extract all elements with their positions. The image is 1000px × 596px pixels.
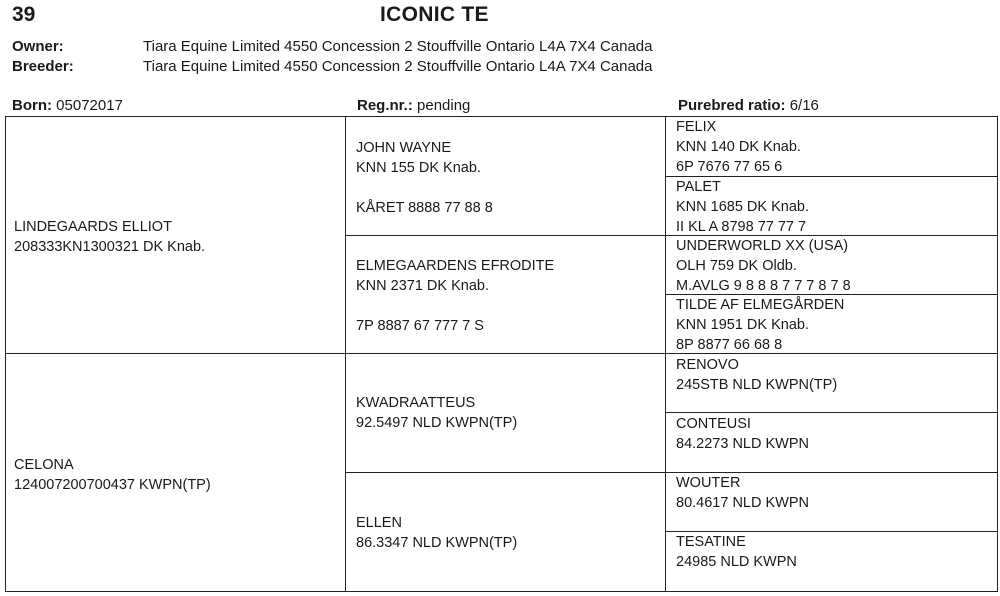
dss-name: RENOVO: [676, 357, 739, 373]
dam-dam-reg: 86.3347 NLD KWPN(TP): [356, 535, 518, 551]
dam-dam-name: ELLEN: [356, 515, 402, 531]
grid-line: [6, 353, 997, 354]
regnr-label: Reg.nr.:: [357, 97, 413, 114]
grid-line: [345, 117, 346, 591]
sdd-cell: [676, 295, 844, 355]
ddd-name: TESATINE: [676, 534, 746, 550]
sire-sire-name: JOHN WAYNE: [356, 140, 452, 156]
sire-reg: 208333KN1300321 DK Knab.: [14, 239, 206, 255]
sire-dam-extra: 7P 8887 67 777 7 S: [356, 318, 484, 334]
dss-reg: 245STB NLD KWPN(TP): [676, 377, 838, 393]
catalog-number: 39: [12, 3, 36, 26]
sds-extra: M.AVLG 9 8 8 8 7 7 7 8 7 8: [676, 278, 851, 294]
grid-line: [345, 235, 997, 236]
regnr-field: [357, 97, 470, 114]
sss-cell: [676, 117, 801, 177]
sire-sire-cell: [356, 138, 493, 218]
dss-cell: [676, 355, 837, 395]
sss-name: FELIX: [676, 119, 717, 135]
born-value: 05072017: [56, 97, 123, 114]
grid-line: [665, 117, 666, 591]
sire-dam-reg: KNN 2371 DK Knab.: [356, 278, 489, 294]
dsd-name: CONTEUSI: [676, 416, 751, 432]
sdd-reg: KNN 1951 DK Knab.: [676, 317, 809, 333]
grid-line: [665, 412, 997, 413]
ssd-reg: KNN 1685 DK Knab.: [676, 199, 809, 215]
dam-sire-name: KWADRAATTEUS: [356, 395, 476, 411]
breeder-label: Breeder:: [12, 58, 74, 75]
dam-name: CELONA: [14, 457, 74, 473]
purebred-label: Purebred ratio:: [678, 97, 786, 114]
regnr-value: pending: [417, 97, 471, 114]
born-label: Born:: [12, 97, 52, 114]
horse-name: ICONIC TE: [380, 3, 489, 26]
dsd-reg: 84.2273 NLD KWPN: [676, 436, 809, 452]
dam-sire-reg: 92.5497 NLD KWPN(TP): [356, 415, 518, 431]
pedigree-table: [5, 116, 998, 592]
sss-extra: 6P 7676 77 65 6: [676, 159, 783, 175]
ddd-cell: [676, 532, 797, 572]
sire-dam-cell: [356, 256, 554, 336]
dam-reg: 124007200700437 KWPN(TP): [14, 477, 211, 493]
purebred-field: [678, 97, 819, 114]
purebred-value: 6/16: [789, 97, 819, 114]
dsd-cell: [676, 414, 809, 454]
sdd-extra: 8P 8877 66 68 8: [676, 337, 783, 353]
sss-reg: KNN 140 DK Knab.: [676, 139, 801, 155]
ssd-extra: II KL A 8798 77 77 7: [676, 219, 807, 235]
sds-reg: OLH 759 DK Oldb.: [676, 258, 797, 274]
dds-cell: [676, 473, 809, 513]
sds-cell: [676, 236, 851, 296]
owner-label: Owner:: [12, 38, 64, 55]
dam-cell: [14, 455, 211, 495]
sdd-name: TILDE AF ELMEGÅRDEN: [676, 297, 845, 313]
ssd-cell: [676, 177, 809, 237]
sire-cell: [14, 217, 205, 257]
born-field: [12, 97, 123, 114]
breeder-value: Tiara Equine Limited 4550 Concession 2 Stouffville Ontario L4A 7X4 Canada: [143, 58, 653, 75]
dds-reg: 80.4617 NLD KWPN: [676, 495, 809, 511]
grid-line: [345, 472, 997, 473]
sire-sire-extra: KÅRET 8888 77 88 8: [356, 200, 493, 216]
sire-sire-reg: KNN 155 DK Knab.: [356, 160, 481, 176]
sire-name: LINDEGAARDS ELLIOT: [14, 219, 172, 235]
ssd-name: PALET: [676, 179, 721, 195]
dam-dam-cell: [356, 513, 517, 553]
owner-value: Tiara Equine Limited 4550 Concession 2 Stouffville Ontario L4A 7X4 Canada: [143, 38, 653, 55]
ddd-reg: 24985 NLD KWPN: [676, 554, 797, 570]
dam-sire-cell: [356, 393, 517, 433]
dds-name: WOUTER: [676, 475, 741, 491]
sds-name: UNDERWORLD XX (USA): [676, 238, 849, 254]
sire-dam-name: ELMEGAARDENS EFRODITE: [356, 258, 555, 274]
